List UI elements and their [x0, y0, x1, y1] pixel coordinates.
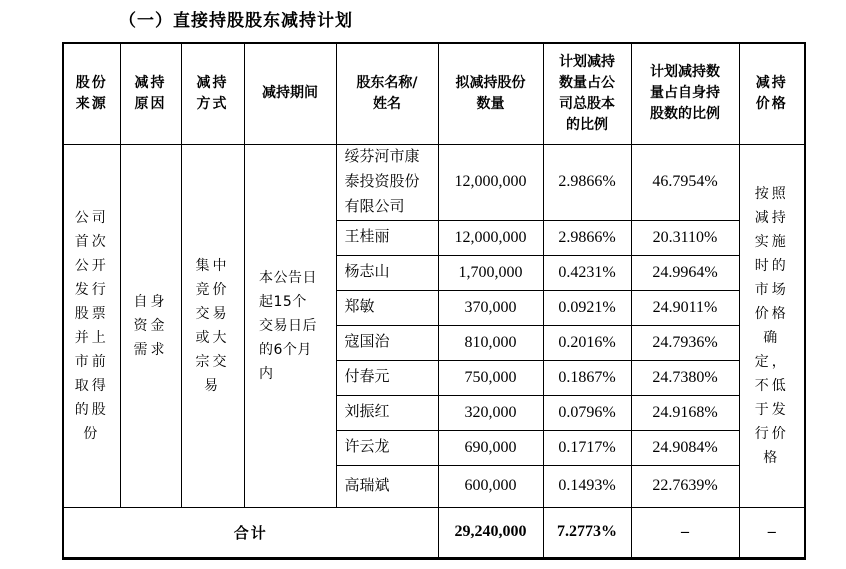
pct-total-capital: 0.4231% [543, 255, 631, 290]
total-shares: 29,240,000 [438, 507, 543, 558]
header-shareholder: 股东名称/姓名 [336, 43, 438, 144]
pct-own-holdings: 24.9964% [631, 255, 739, 290]
pct-own-holdings: 24.7936% [631, 325, 739, 360]
shareholder-name: 付春元 [336, 360, 438, 395]
shareholder-name: 寇国治 [336, 325, 438, 360]
total-row [63, 507, 805, 558]
pct-total-capital: 0.0921% [543, 290, 631, 325]
pct-own-holdings: 20.3110% [631, 220, 739, 255]
planned-shares: 810,000 [438, 325, 543, 360]
pct-own-holdings: 22.7639% [631, 465, 739, 507]
total-price-dash: – [739, 507, 805, 558]
cell-period: 本公告日起15个交易日后的6个月内 [244, 144, 336, 507]
pct-total-capital: 2.9866% [543, 144, 631, 220]
cell-reason: 自身资金需求 [120, 144, 181, 507]
planned-shares: 370,000 [438, 290, 543, 325]
header-pct-total-capital: 计划减持数量占公司总股本的比例 [543, 43, 631, 144]
header-method: 减持方式 [181, 43, 244, 144]
planned-shares: 690,000 [438, 430, 543, 465]
planned-shares: 750,000 [438, 360, 543, 395]
header-share-source: 股份来源 [63, 43, 120, 144]
pct-own-holdings: 46.7954% [631, 144, 739, 220]
planned-shares: 12,000,000 [438, 220, 543, 255]
total-pct-own-dash: – [631, 507, 739, 558]
pct-own-holdings: 24.9168% [631, 395, 739, 430]
header-period: 减持期间 [244, 43, 336, 144]
planned-shares: 320,000 [438, 395, 543, 430]
header-reason: 减持原因 [120, 43, 181, 144]
total-pct-total: 7.2773% [543, 507, 631, 558]
shareholder-name: 绥芬河市康泰投资股份有限公司 [336, 144, 438, 220]
shareholder-name: 杨志山 [336, 255, 438, 290]
pct-total-capital: 0.1493% [543, 465, 631, 507]
cell-price: 按照减持实施时的市场价格确定，不低于发行价格 [739, 144, 805, 507]
shareholder-name: 高瑞斌 [336, 465, 438, 507]
pct-total-capital: 0.0796% [543, 395, 631, 430]
shareholder-name: 许云龙 [336, 430, 438, 465]
cell-method: 集中竞价交易或大宗交易 [181, 144, 244, 507]
header-pct-own-holdings: 计划减持数量占自身持股数的比例 [631, 43, 739, 144]
table-row [63, 144, 805, 220]
pct-own-holdings: 24.9084% [631, 430, 739, 465]
reduction-plan-table [62, 42, 806, 560]
header-planned-shares: 拟减持股份数量 [438, 43, 543, 144]
header-price: 减持价格 [739, 43, 805, 144]
planned-shares: 1,700,000 [438, 255, 543, 290]
cell-share-source: 公司首次公开发行股票并上市前取得的股份 [63, 144, 120, 507]
section-title: （一）直接持股股东减持计划 [119, 11, 353, 31]
planned-shares: 600,000 [438, 465, 543, 507]
pct-total-capital: 0.2016% [543, 325, 631, 360]
shareholder-name: 刘振红 [336, 395, 438, 430]
pct-total-capital: 0.1867% [543, 360, 631, 395]
pct-total-capital: 0.1717% [543, 430, 631, 465]
shareholder-name: 王桂丽 [336, 220, 438, 255]
pct-own-holdings: 24.7380% [631, 360, 739, 395]
header-row [63, 43, 805, 144]
pct-total-capital: 2.9866% [543, 220, 631, 255]
pct-own-holdings: 24.9011% [631, 290, 739, 325]
shareholder-name: 郑敏 [336, 290, 438, 325]
planned-shares: 12,000,000 [438, 144, 543, 220]
total-label: 合计 [63, 507, 438, 558]
